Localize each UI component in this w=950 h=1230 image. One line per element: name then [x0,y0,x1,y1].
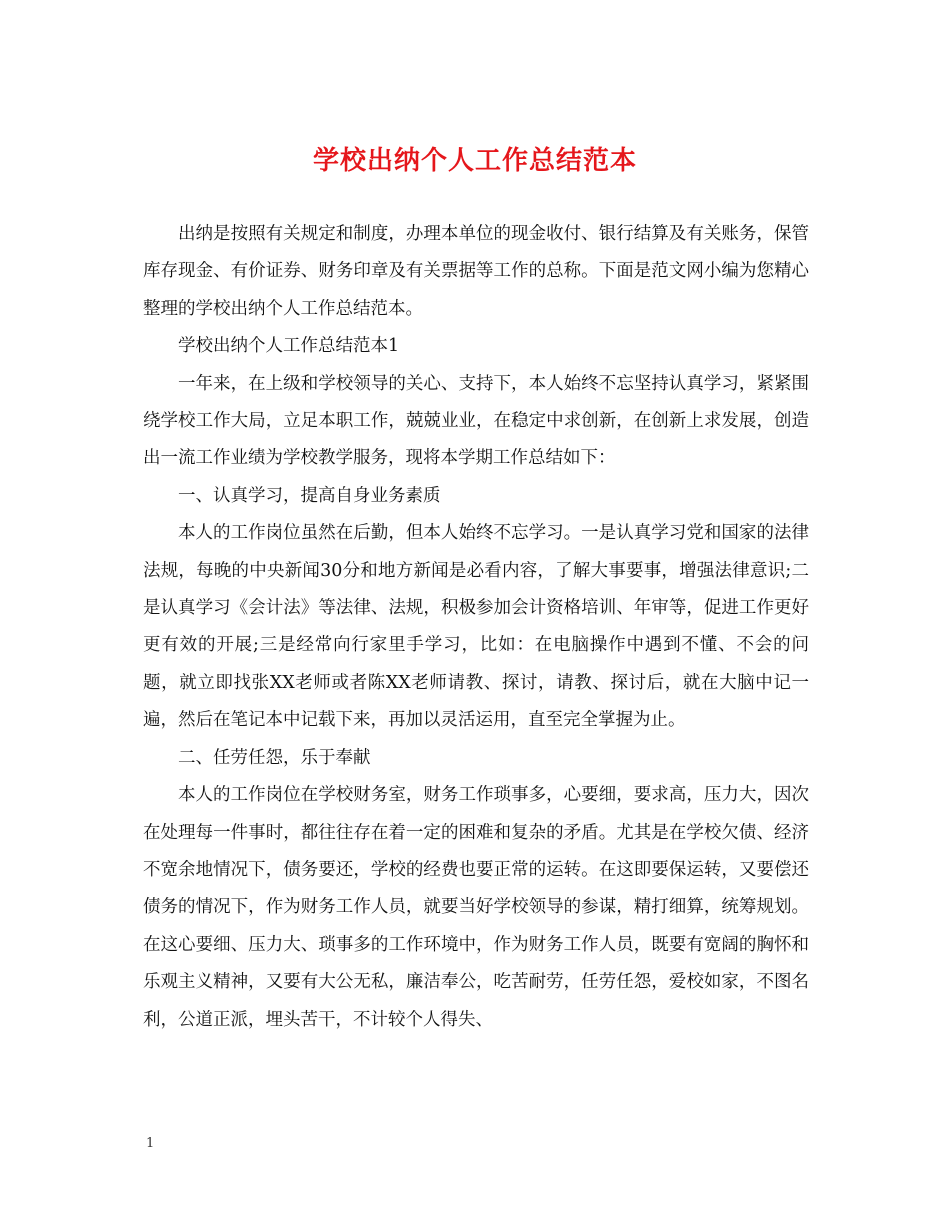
section-heading-1: 一、认真学习，提高自身业务素质 [178,485,441,506]
page-number: 1 [146,1136,155,1151]
section-heading-2: 二、任劳任怨，乐于奉献 [178,747,371,768]
intro-paragraph: 出纳是按照有关规定和制度，办理本单位的现金收付、银行结算及有关账务，保管库存现金、有价证券、财务印章及有关票据等工作的总称。下面是范文网小编为您精心整理的学校出纳个人工作总结范本。 [143,224,809,319]
body-paragraph: 本人的工作岗位在学校财务室，财务工作琐事多，心要细，要求高，压力大，因次在处理每一件事时，都往往存在着一定的困难和复杂的矛盾。尤其是在学校欠债、经济不宽余地情况下，债务要还，学校的经费也要正常的运转。在这即要保运转，又要偿还债务的情况下，作为财务工作人员，就要当好学校领导的参谋，精打细算，统筹规划。在这心要细、压力大、琐事多的工作环境中，作为财务工作人员，既要有宽阔的胸怀和乐观主义精神，又要有大公无私，廉洁奉公，吃苦耐劳，任劳任怨，爱校如家，不图名利，公道正派，埋头苦干，不计较个人得失、 [143,785,809,1030]
document-title: 学校出纳个人工作总结范本 [312,146,637,176]
document-body [143,216,809,1039]
body-paragraph: 一年来，在上级和学校领导的关心、支持下，本人始终不忘坚持认真学习，紧紧围绕学校工作大局，立足本职工作，兢兢业业，在稳定中求创新，在创新上求发展，创造出一流工作业绩为学校教学服务，现将本学期工作总结如下： [143,373,809,469]
body-paragraph: 本人的工作岗位虽然在后勤，但本人始终不忘学习。一是认真学习党和国家的法律法规，每晚的中央新闻30分和地方新闻是必看内容，了解大事要事，增强法律意识;二是认真学习《会计法》等法律、法规，积极参加会计资格培训、年审等，促进工作更好更有效的开展;三是经常向行家里手学习，比如：在电脑操作中遇到不懂、不会的问题，就立即找张XX老师或者陈XX老师请教、探讨，请教、探讨后，就在大脑中记一遍，然后在笔记本中记载下来，再加以灵活运用，直至完全掌握为止。 [143,523,809,731]
section-heading-sample-1: 学校出纳个人工作总结范本1 [178,336,400,357]
